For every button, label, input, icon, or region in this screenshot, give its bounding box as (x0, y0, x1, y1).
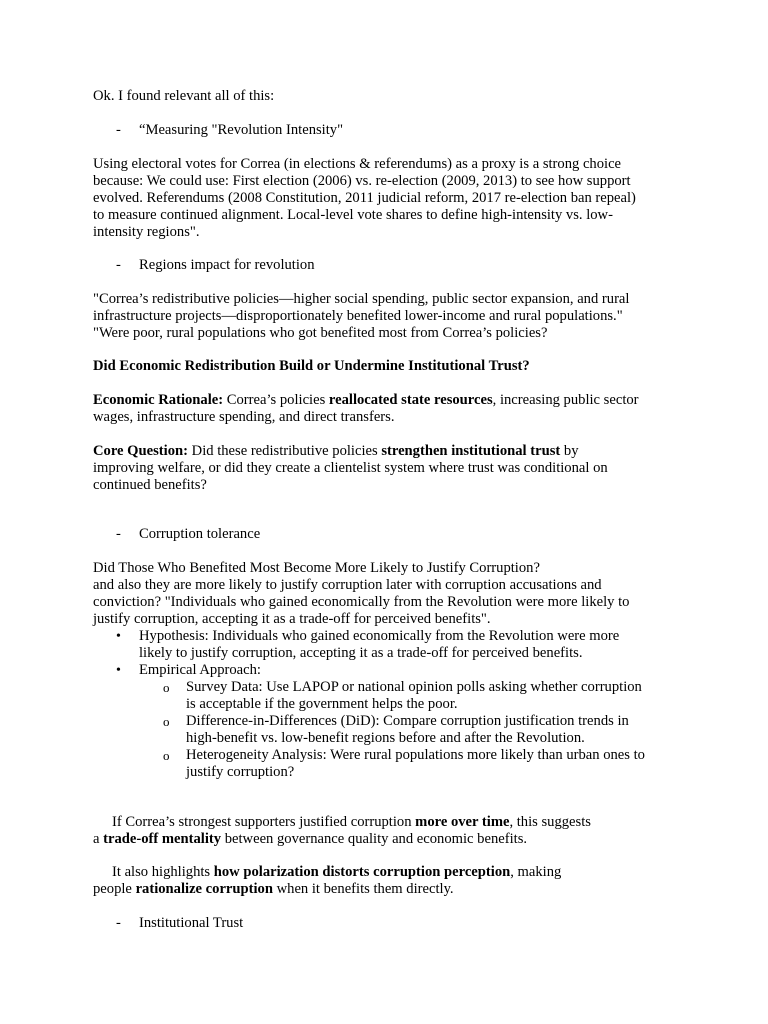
survey-data-line: is acceptable if the government helps the poor. (186, 696, 458, 712)
closing-text: a (93, 831, 104, 847)
paragraph-line: "Correa’s redistributive policies—higher social spending, public sector expansion, and rural (93, 291, 630, 307)
redistribution-quote (93, 291, 693, 342)
paragraph-line: improving welfare, or did they create a clientelist system where trust was conditional on (93, 460, 608, 476)
closing-text: , making (510, 864, 562, 880)
heterogeneity-line: justify corruption? (186, 764, 295, 780)
econ-label: Economic Rationale: (93, 392, 224, 408)
paragraph-line: infrastructure projects—disproportionately benefited lower-income and rural populations." (93, 308, 623, 324)
paragraph-line (93, 392, 693, 409)
corruption-paragraph (93, 560, 693, 628)
sub-bullet-icon: o (163, 748, 170, 763)
paragraph-line: continued benefits? (93, 477, 207, 493)
revolution-intensity-paragraph (93, 156, 693, 241)
closing-bold: trade-off mentality (103, 831, 222, 847)
core-label: Core Question: (93, 443, 188, 459)
sub-bullet-icon: o (163, 714, 170, 729)
bold-title-text: Did Economic Redistribution Build or Undermine Institutional Trust? (93, 358, 530, 374)
paragraph-line: because: We could use: First election (2006) vs. re-election (2009, 2013) to see how support (93, 173, 631, 189)
paragraph-line: "Were poor, rural populations who got benefited most from Correa’s policies? (93, 325, 548, 341)
paragraph-line: wages, infrastructure spending, and direct transfers. (93, 409, 395, 425)
hypothesis-line: Hypothesis: Individuals who gained economically from the Revolution were more (139, 628, 620, 644)
hypothesis-line: likely to justify corruption, accepting it as a trade-off for perceived benefits. (139, 645, 583, 661)
intro-text: Ok. I found relevant all of this: (93, 88, 275, 104)
dash-marker: - (116, 915, 121, 931)
paragraph-line: Using electoral votes for Correa (in elections & referendums) as a proxy is a strong choice (93, 156, 622, 172)
closing-bold: more over time (415, 814, 510, 830)
closing-text: , this suggests (509, 814, 591, 830)
closing-bold: rationalize corruption (135, 881, 273, 897)
dash-marker: - (116, 526, 121, 542)
closing-text: It also highlights (112, 864, 214, 880)
core-text: Did these redistributive policies (188, 443, 382, 459)
paragraph-line: Did Those Who Benefited Most Become More Likely to Justify Corruption? (93, 560, 540, 576)
econ-text: , increasing public sector (492, 392, 639, 408)
paragraph-line: conviction? "Individuals who gained economically from the Revolution were more likely to (93, 594, 630, 610)
economic-rationale-paragraph (93, 392, 693, 426)
paragraph-line: to measure continued alignment. Local-level vote shares to define high-intensity vs. low- (93, 207, 613, 223)
section-heading-revolution-intensity: “Measuring "Revolution Intensity" (139, 122, 344, 138)
closing-text: people (93, 881, 136, 897)
sub-bullet-icon: o (163, 680, 170, 695)
econ-bold: reallocated state resources (328, 392, 493, 408)
heterogeneity-line: Heterogeneity Analysis: Were rural populations more likely than urban ones to (186, 747, 645, 763)
paragraph-line (93, 443, 693, 460)
section-heading-regions-impact: Regions impact for revolution (139, 257, 315, 273)
paragraph-line: evolved. Referendums (2008 Constitution, 2011 judicial reform, 2017 re-election ban repeal) (93, 190, 636, 206)
tradeoff-paragraph-line1 (112, 814, 591, 831)
core-bold: strengthen institutional trust (381, 443, 561, 459)
econ-text: Correa’s policies (223, 392, 329, 408)
did-line: high-benefit vs. low-benefit regions before and after the Revolution. (186, 730, 585, 746)
dash-marker: - (116, 257, 121, 273)
polarization-paragraph-line2 (93, 881, 454, 898)
polarization-paragraph-line1 (112, 864, 561, 881)
paragraph-line: intensity regions". (93, 224, 200, 240)
core-text: by (560, 443, 579, 459)
closing-text: If Correa’s strongest supporters justified corruption (112, 814, 416, 830)
dash-marker: - (116, 122, 121, 138)
section-heading-corruption-tolerance: Corruption tolerance (139, 526, 261, 542)
did-line: Difference-in-Differences (DiD): Compare corruption justification trends in (186, 713, 629, 729)
tradeoff-paragraph-line2 (93, 831, 527, 848)
closing-bold: how polarization distorts corruption perception (213, 864, 511, 880)
closing-text: between governance quality and economic benefits. (221, 831, 528, 847)
core-question-paragraph (93, 443, 693, 494)
survey-data-line: Survey Data: Use LAPOP or national opinion polls asking whether corruption (186, 679, 642, 695)
bullet-icon: • (116, 629, 121, 644)
bullet-icon: • (116, 663, 121, 678)
bold-question-title (93, 358, 530, 375)
section-heading-institutional-trust: Institutional Trust (139, 915, 244, 931)
paragraph-line: justify corruption, accepting it as a trade-off for perceived benefits". (93, 611, 491, 627)
closing-text: when it benefits them directly. (272, 881, 454, 897)
paragraph-line: and also they are more likely to justify corruption later with corruption accusations and (93, 577, 602, 593)
empirical-approach-label: Empirical Approach: (139, 662, 261, 678)
